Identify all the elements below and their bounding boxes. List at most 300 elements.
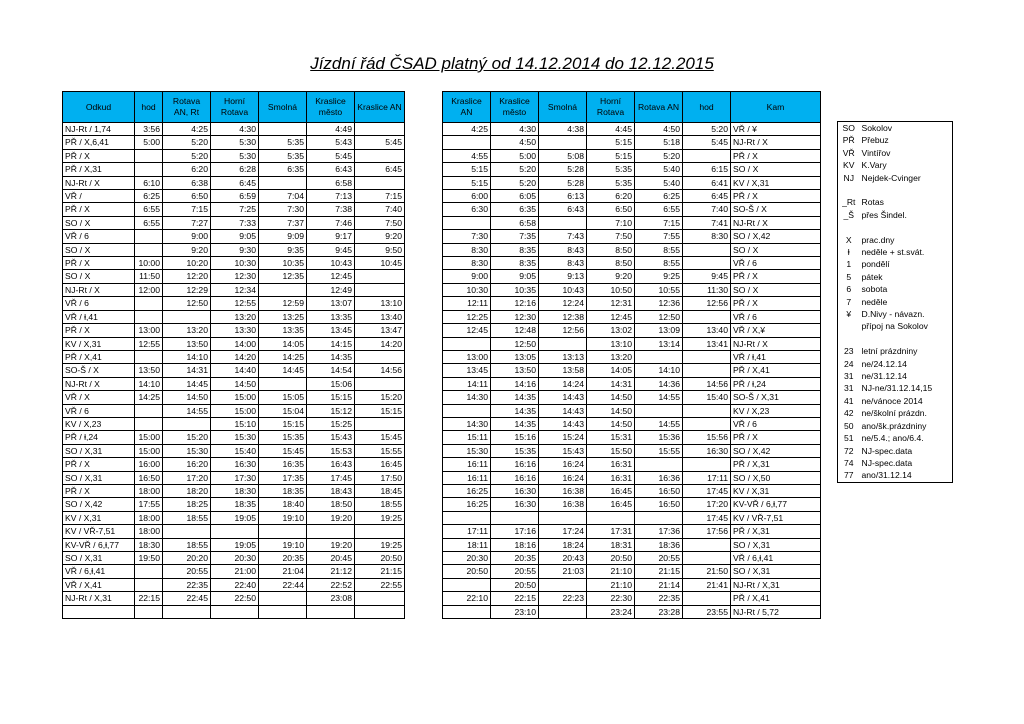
table-cell: PŘ / X: [63, 324, 135, 337]
table-row: [63, 431, 405, 444]
table-cell: 6:35: [259, 163, 307, 176]
table-cell: [135, 230, 163, 243]
table-cell: KV / X,23: [63, 417, 135, 430]
table-cell: [443, 578, 491, 591]
table-cell: KV-VŘ / 6,ⱡ,77: [63, 538, 135, 551]
table-cell: 22:45: [163, 592, 211, 605]
table-cell: 12:48: [491, 324, 539, 337]
table-cell: 7:37: [259, 216, 307, 229]
table-cell: 6:25: [635, 190, 683, 203]
legend-code: 51: [843, 433, 854, 444]
legend-row: [838, 308, 953, 320]
table-cell: VŘ / ⱡ,41: [63, 310, 135, 323]
table-cell: 14:00: [211, 337, 259, 350]
table-cell: 8:50: [587, 257, 635, 270]
table-cell: 23:24: [587, 605, 635, 618]
table-cell: 5:15: [587, 136, 635, 149]
table-row: [63, 310, 405, 323]
legend-code: 7: [846, 296, 852, 307]
legend-code: 31: [843, 371, 854, 382]
table-row: [443, 552, 821, 565]
table-cell: 19:10: [259, 538, 307, 551]
table-cell: 20:35: [491, 552, 539, 565]
table-row: [443, 123, 821, 136]
table-cell: [683, 404, 731, 417]
table-cell: 14:56: [683, 377, 731, 390]
table-cell: 9:05: [211, 230, 259, 243]
table-cell: [259, 605, 307, 618]
table-row: [443, 364, 821, 377]
table-cell: NJ-Rt / X: [63, 377, 135, 390]
table-cell: [211, 525, 259, 538]
table-cell: 18:35: [211, 498, 259, 511]
table-cell: [443, 404, 491, 417]
table-cell: 16:31: [587, 471, 635, 484]
table-cell: NJ-Rt / X: [731, 216, 821, 229]
table-cell: 14:16: [491, 377, 539, 390]
table-cell: 16:20: [163, 458, 211, 471]
table-cell: 5:45: [683, 136, 731, 149]
table-cell: [135, 297, 163, 310]
table-cell: 12:11: [443, 297, 491, 310]
table-cell: 6:30: [443, 203, 491, 216]
legend-meaning: Rotas: [861, 197, 884, 208]
legend-code: [838, 333, 860, 345]
table-cell: 9:50: [355, 243, 405, 256]
table-cell: [539, 136, 587, 149]
table-cell: [683, 552, 731, 565]
table-cell: 15:45: [259, 444, 307, 457]
table-row: [63, 511, 405, 524]
table-row: [63, 565, 405, 578]
table-row: [443, 377, 821, 390]
table-cell: 16:16: [491, 471, 539, 484]
table-cell: 9:20: [587, 270, 635, 283]
table-cell: 6:28: [211, 163, 259, 176]
table-cell: [259, 525, 307, 538]
table-cell: 12:29: [163, 283, 211, 296]
table-cell: [539, 578, 587, 591]
table-cell: 6:25: [135, 190, 163, 203]
table-cell: 15:25: [307, 417, 355, 430]
table-cell: 18:20: [163, 484, 211, 497]
legend-meaning: [860, 184, 953, 196]
table-cell: 8:30: [443, 257, 491, 270]
table-cell: 22:35: [635, 592, 683, 605]
table-cell: 6:55: [135, 203, 163, 216]
table-cell: 14:50: [587, 417, 635, 430]
table-cell: 18:31: [587, 538, 635, 551]
table-cell: 14:05: [259, 337, 307, 350]
table-cell: 21:04: [259, 565, 307, 578]
table-cell: 5:00: [491, 149, 539, 162]
table-cell: [135, 163, 163, 176]
table-cell: [163, 310, 211, 323]
table-cell: 21:15: [355, 565, 405, 578]
table-cell: 6:38: [163, 176, 211, 189]
table-cell: 5:43: [307, 136, 355, 149]
table-cell: [355, 605, 405, 618]
table-cell: 14:45: [163, 377, 211, 390]
table-cell: 12:36: [635, 297, 683, 310]
table-cell: 7:13: [307, 190, 355, 203]
legend-code: 31: [843, 383, 854, 394]
table-cell: KV / VŘ-7,51: [731, 511, 821, 524]
table-cell: 4:50: [635, 123, 683, 136]
table-cell: 16:30: [683, 444, 731, 457]
table-cell: PŘ / X: [63, 203, 135, 216]
table-cell: [63, 605, 135, 618]
table-cell: 9:17: [307, 230, 355, 243]
table-cell: 21:10: [587, 565, 635, 578]
table-cell: 12:50: [163, 297, 211, 310]
table-cell: 12:50: [635, 310, 683, 323]
table-cell: KV / X,31: [63, 337, 135, 350]
table-cell: 13:20: [587, 350, 635, 363]
table-cell: 21:14: [635, 578, 683, 591]
legend-code: PŘ: [842, 135, 855, 146]
table-cell: 7:35: [491, 230, 539, 243]
table-cell: 9:20: [163, 243, 211, 256]
table-cell: [635, 404, 683, 417]
table-cell: [683, 592, 731, 605]
legend-code: 24: [843, 358, 854, 369]
column-header: Rotava AN: [635, 92, 683, 123]
table-row: [443, 243, 821, 256]
legend-row: [838, 184, 953, 196]
table-cell: 6:45: [355, 163, 405, 176]
table-cell: 6:55: [135, 216, 163, 229]
table-cell: 6:00: [443, 190, 491, 203]
column-header: Smolná: [259, 92, 307, 123]
table-row: [443, 216, 821, 229]
table-row: [63, 471, 405, 484]
table-cell: 9:13: [539, 270, 587, 283]
table-cell: 8:30: [683, 230, 731, 243]
table-cell: 8:55: [635, 257, 683, 270]
table-cell: 5:20: [491, 163, 539, 176]
table-cell: 6:58: [491, 216, 539, 229]
table-cell: 6:50: [587, 203, 635, 216]
table-cell: 14:55: [163, 404, 211, 417]
column-header: Rotava AN, Rt: [163, 92, 211, 123]
table-cell: 12:59: [259, 297, 307, 310]
table-cell: 12:30: [491, 310, 539, 323]
legend-meaning: D.Nivy - návazn.: [861, 309, 925, 320]
column-header: Kraslice AN: [355, 92, 405, 123]
table-cell: VŘ / 6: [63, 230, 135, 243]
table-cell: 13:30: [211, 324, 259, 337]
table-cell: [135, 243, 163, 256]
table-cell: PŘ / X: [63, 458, 135, 471]
table-cell: 5:40: [635, 176, 683, 189]
table-cell: [443, 136, 491, 149]
legend-row: [838, 134, 953, 146]
table-cell: 9:20: [355, 230, 405, 243]
table-row: [63, 525, 405, 538]
table-cell: 18:25: [163, 498, 211, 511]
table-cell: 14:55: [635, 391, 683, 404]
table-cell: 17:45: [307, 471, 355, 484]
table-cell: 15:00: [211, 404, 259, 417]
table-cell: 13:45: [307, 324, 355, 337]
table-cell: 17:45: [683, 484, 731, 497]
table-cell: 15:56: [683, 431, 731, 444]
table-cell: 14:10: [135, 377, 163, 390]
table-row: [443, 203, 821, 216]
table-cell: 9:09: [259, 230, 307, 243]
table-row: [443, 538, 821, 551]
page-title: Jízdní řád ČSAD platný od 14.12.2014 do 12.12.2015: [310, 54, 714, 73]
table-row: [443, 592, 821, 605]
legend-row: [838, 469, 953, 482]
legend-meaning: ano/šk.prázdniny: [861, 420, 927, 431]
table-cell: 15:15: [307, 391, 355, 404]
legend-meaning: sobota: [861, 284, 888, 295]
table-cell: 14:40: [211, 364, 259, 377]
table-row: [63, 350, 405, 363]
table-cell: 5:30: [211, 149, 259, 162]
table-cell: [355, 283, 405, 296]
table-cell: PŘ / X,6,41: [63, 136, 135, 149]
table-cell: 16:24: [539, 458, 587, 471]
table-cell: 19:25: [355, 538, 405, 551]
table-cell: 5:35: [259, 136, 307, 149]
table-cell: 16:45: [587, 484, 635, 497]
table-cell: 9:00: [443, 270, 491, 283]
table-cell: [635, 511, 683, 524]
table-cell: 16:30: [211, 458, 259, 471]
table-cell: 16:00: [135, 458, 163, 471]
table-cell: NJ-Rt / X,31: [63, 592, 135, 605]
table-cell: VŘ / 6: [63, 404, 135, 417]
table-cell: 20:55: [635, 552, 683, 565]
table-cell: NJ-Rt / X: [731, 337, 821, 350]
table-cell: [683, 350, 731, 363]
table-cell: [539, 337, 587, 350]
table-cell: 14:25: [259, 350, 307, 363]
table-cell: 5:15: [587, 149, 635, 162]
table-cell: KV / X,31: [731, 484, 821, 497]
table-cell: 13:20: [163, 324, 211, 337]
table-cell: 7:30: [443, 230, 491, 243]
table-cell: 13:50: [491, 364, 539, 377]
table-cell: 12:45: [443, 324, 491, 337]
table-cell: [683, 149, 731, 162]
table-row: [63, 163, 405, 176]
table-cell: 8:30: [443, 243, 491, 256]
table-row: [443, 578, 821, 591]
table-cell: 20:50: [443, 565, 491, 578]
table-cell: 15:43: [307, 431, 355, 444]
table-cell: 15:00: [211, 391, 259, 404]
table-cell: 6:59: [211, 190, 259, 203]
table-cell: 11:30: [683, 283, 731, 296]
table-cell: 20:50: [587, 552, 635, 565]
legend-meaning: neděle: [861, 296, 888, 307]
table-row: [443, 257, 821, 270]
legend-table: [837, 121, 953, 483]
table-row: [63, 377, 405, 390]
table-row: [443, 310, 821, 323]
table-cell: 15:11: [443, 431, 491, 444]
table-cell: 5:20: [163, 136, 211, 149]
legend-code: X: [845, 234, 852, 245]
legend-row: [838, 445, 953, 457]
table-cell: [355, 377, 405, 390]
table-cell: 11:50: [135, 270, 163, 283]
table-cell: 16:25: [443, 484, 491, 497]
table-cell: 17:45: [683, 511, 731, 524]
table-cell: NJ-Rt / X: [731, 136, 821, 149]
table-cell: SO / X: [731, 243, 821, 256]
table-cell: 15:15: [259, 417, 307, 430]
table-cell: 15:35: [259, 431, 307, 444]
legend-code: 23: [843, 346, 854, 357]
legend-row: [838, 271, 953, 283]
table-cell: [355, 270, 405, 283]
table-cell: SO-Š / X: [63, 364, 135, 377]
table-cell: 5:35: [259, 149, 307, 162]
legend-row: [838, 258, 953, 270]
table-cell: 13:09: [635, 324, 683, 337]
table-cell: SO / X: [63, 270, 135, 283]
legend-row: [838, 420, 953, 432]
table-cell: [355, 123, 405, 136]
table-cell: 14:31: [163, 364, 211, 377]
table-cell: 8:43: [539, 243, 587, 256]
column-header: Odkud: [63, 92, 135, 123]
table-cell: 22:40: [211, 578, 259, 591]
table-cell: NJ-Rt / X: [63, 176, 135, 189]
table-cell: 18:43: [307, 484, 355, 497]
table-cell: 21:00: [211, 565, 259, 578]
legend-code: 42: [843, 408, 854, 419]
table-cell: VŘ / 6: [731, 310, 821, 323]
table-cell: 15:20: [355, 391, 405, 404]
legend-code: 72: [843, 445, 854, 456]
table-row: [63, 283, 405, 296]
table-cell: 21:03: [539, 565, 587, 578]
table-cell: 7:40: [355, 203, 405, 216]
table-cell: 12:56: [539, 324, 587, 337]
table-cell: 15:00: [135, 444, 163, 457]
table-row: [63, 297, 405, 310]
table-cell: 14:35: [491, 391, 539, 404]
table-row: [443, 350, 821, 363]
table-row: [443, 391, 821, 404]
table-cell: 18:50: [307, 498, 355, 511]
legend-code: 41: [843, 395, 854, 406]
table-cell: 17:50: [355, 471, 405, 484]
table-cell: [355, 417, 405, 430]
table-cell: VŘ / 6,ⱡ,41: [63, 565, 135, 578]
table-row: [443, 163, 821, 176]
table-cell: 7:04: [259, 190, 307, 203]
table-cell: KV / VŘ-7,51: [63, 525, 135, 538]
table-cell: 17:35: [259, 471, 307, 484]
table-cell: NJ-Rt / X,31: [731, 578, 821, 591]
table-cell: 16:50: [135, 471, 163, 484]
column-header: Kraslice město: [307, 92, 355, 123]
table-cell: 5:20: [491, 176, 539, 189]
legend-meaning: ne/31.12.14: [861, 371, 907, 382]
table-cell: [259, 123, 307, 136]
table-cell: [587, 511, 635, 524]
table-cell: 15:40: [683, 391, 731, 404]
table-cell: 5:35: [587, 176, 635, 189]
table-cell: 6:05: [491, 190, 539, 203]
table-cell: [135, 149, 163, 162]
table-row: [443, 471, 821, 484]
table-cell: 9:45: [307, 243, 355, 256]
table-cell: 18:30: [135, 538, 163, 551]
table-cell: 19:05: [211, 511, 259, 524]
table-cell: 20:30: [443, 552, 491, 565]
table-cell: 13:07: [307, 297, 355, 310]
table-cell: PŘ / X: [731, 190, 821, 203]
table-cell: 14:50: [211, 377, 259, 390]
table-cell: PŘ / X: [731, 431, 821, 444]
legend-code: [838, 221, 860, 233]
table-cell: 10:00: [135, 257, 163, 270]
table-cell: 15:12: [307, 404, 355, 417]
table-cell: [683, 458, 731, 471]
legend-meaning: ano/31.12.14: [861, 470, 912, 481]
legend-code: 5: [846, 271, 852, 282]
legend-meaning: Přebuz: [861, 135, 889, 146]
table-cell: 13:40: [355, 310, 405, 323]
table-cell: [539, 511, 587, 524]
legend-code: NJ: [843, 172, 854, 183]
table-cell: 5:20: [635, 149, 683, 162]
table-cell: 15:20: [163, 431, 211, 444]
table-cell: 17:30: [211, 471, 259, 484]
table-cell: [443, 337, 491, 350]
table-cell: 14:50: [587, 404, 635, 417]
table-cell: 14:31: [587, 377, 635, 390]
legend-meaning: ne/vánoce 2014: [861, 395, 923, 406]
table-cell: [683, 538, 731, 551]
table-row: [63, 391, 405, 404]
table-cell: 22:10: [443, 592, 491, 605]
table-cell: [135, 350, 163, 363]
table-cell: SO / X,31: [63, 471, 135, 484]
table-cell: 14:10: [163, 350, 211, 363]
table-cell: 7:50: [587, 230, 635, 243]
table-cell: 10:35: [259, 257, 307, 270]
table-cell: 14:30: [443, 391, 491, 404]
table-cell: 12:25: [443, 310, 491, 323]
column-header: Kam: [731, 92, 821, 123]
table-cell: 14:10: [635, 364, 683, 377]
legend-code: SO: [842, 123, 855, 133]
table-cell: 6:41: [683, 176, 731, 189]
table-row: [443, 498, 821, 511]
table-cell: VŘ / ⱡ,41: [731, 350, 821, 363]
table-row: [443, 417, 821, 430]
table-cell: 7:46: [307, 216, 355, 229]
table-cell: 12:38: [539, 310, 587, 323]
table-cell: 20:20: [163, 552, 211, 565]
table-cell: NJ-Rt / 1,74: [63, 123, 135, 136]
table-cell: 5:30: [211, 136, 259, 149]
table-cell: 20:35: [259, 552, 307, 565]
table-cell: 5:15: [443, 176, 491, 189]
table-cell: 13:35: [259, 324, 307, 337]
table-row: [443, 190, 821, 203]
legend-code: KV: [843, 160, 855, 171]
